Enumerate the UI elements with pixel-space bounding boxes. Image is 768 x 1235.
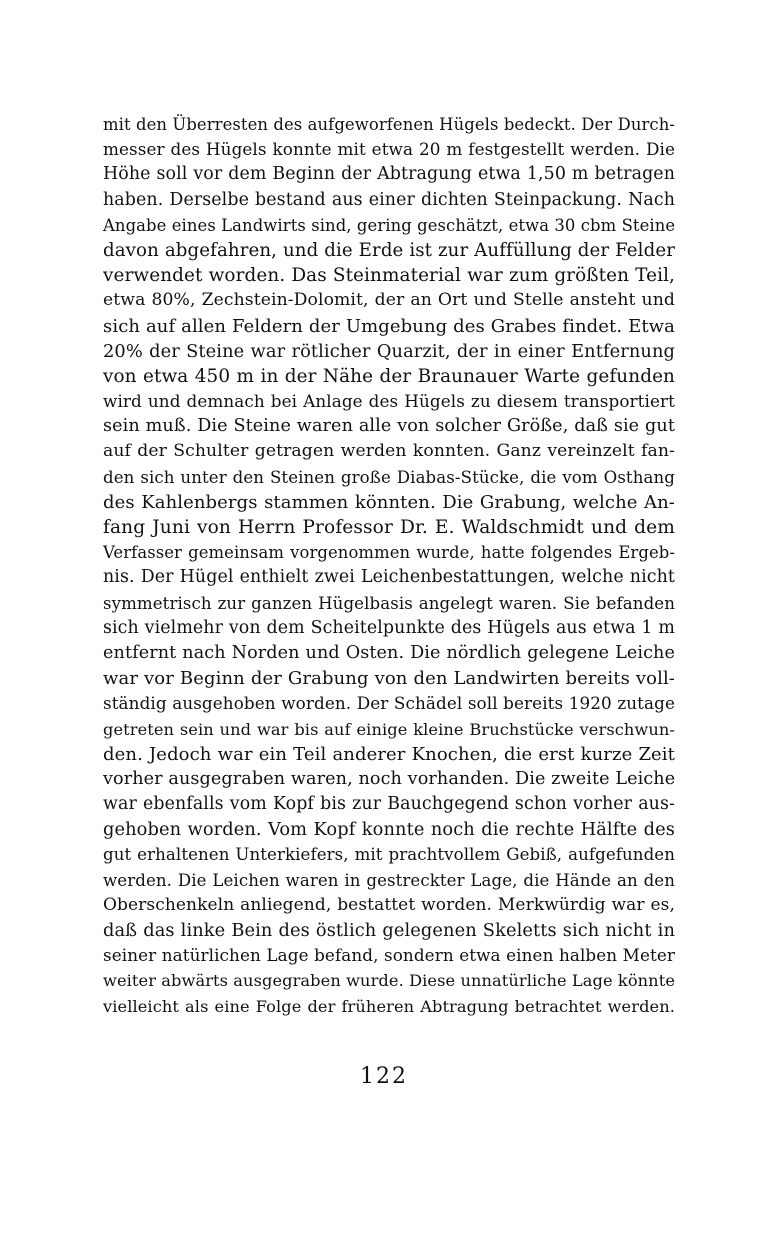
text-line: gehoben worden. Vom Kopf konnte noch die rechte Hälfte des (103, 819, 675, 841)
text-line: messer des Hügels konnte mit etwa 20 m festgestellt werden. Die (103, 139, 675, 160)
text-line: symmetrisch zur ganzen Hügelbasis angelegt waren. Sie befanden (103, 593, 675, 613)
text-line: wird und demnach bei Anlage des Hügels zu diesem transportiert (103, 391, 675, 412)
text-line: 20% der Steine war rötlicher Quarzit, der in einer Entfernung (103, 340, 675, 362)
text-line: davon abgefahren, und die Erde ist zur Auffüllung der Felder (103, 239, 675, 261)
text-line: getreten sein und war bis auf einige kleine Bruchstücke verschwun- (103, 719, 675, 739)
text-line: des Kahlenbergs stammen könnten. Die Grabung, welche An- (103, 491, 675, 513)
text-line: entfernt nach Norden und Osten. Die nördlich gelegene Leiche (103, 642, 675, 663)
text-line: war vor Beginn der Grabung von den Landwirten bereits voll- (103, 668, 675, 690)
text-line: vielleicht als eine Folge der früheren Abtragung betrachtet werden. (103, 996, 675, 1016)
text-line: den. Jedoch war ein Teil anderer Knochen, die erst kurze Zeit (103, 743, 675, 765)
text-line: Verfasser gemeinsam vorgenommen wurde, hatte folgendes Ergeb- (103, 543, 675, 563)
text-line: mit den Überresten des aufgeworfenen Hügels bedeckt. Der Durch- (103, 115, 675, 134)
text-line: daß das linke Bein des östlich gelegenen Skeletts sich nicht in (103, 920, 675, 941)
text-line: verwendet worden. Das Steinmaterial war zum größten Teil, (103, 265, 675, 287)
text-line: nis. Der Hügel enthielt zwei Leichenbestattungen, welche nicht (103, 567, 675, 588)
text-line: auf der Schulter getragen werden konnten. Ganz vereinzelt fan- (103, 441, 675, 462)
text-line: ständig ausgehoben worden. Der Schädel soll bereits 1920 zutage (103, 693, 675, 714)
text-line: weiter abwärts ausgegraben wurde. Diese unnatürliche Lage könnte (103, 971, 675, 991)
body-text (103, 112, 675, 1019)
text-line: seiner natürlichen Lage befand, sondern etwa einen halben Meter (103, 945, 675, 966)
text-line: sich vielmehr von dem Scheitelpunkte des Hügels aus etwa 1 m (103, 617, 675, 638)
page-number: 122 (360, 1064, 408, 1089)
text-line: vorher ausgegraben waren, noch vorhanden. Die zweite Leiche (103, 768, 676, 789)
text-line: werden. Die Leichen waren in gestreckter Lage, die Hände an den (103, 870, 675, 890)
text-line: war ebenfalls vom Kopf bis zur Bauchgegend schon vorher aus- (103, 794, 675, 815)
text-line: den sich unter den Steinen große Diabas-Stücke, die vom Osthang (103, 467, 675, 487)
text-line: Höhe soll vor dem Beginn der Abtragung etwa 1,50 m betragen (103, 164, 675, 185)
text-line: von etwa 450 m in der Nähe der Braunauer Warte gefunden (103, 365, 675, 387)
text-line: Oberschenkeln anliegend, bestattet worden. Merkwürdig war es, (103, 894, 675, 915)
text-line: sein muß. Die Steine waren alle von solcher Größe, daß sie gut (103, 416, 675, 437)
text-line: etwa 80%, Zechstein-Dolomit, der an Ort und Stelle ansteht und (103, 290, 675, 311)
text-line: gut erhaltenen Unterkiefers, mit prachtvollem Gebiß, aufgefunden (103, 845, 675, 865)
text-line: haben. Derselbe bestand aus einer dichten Steinpackung. Nach (103, 189, 675, 210)
text-line: fang Juni von Herrn Professor Dr. E. Waldschmidt und dem (103, 517, 675, 538)
text-line: sich auf allen Feldern der Umgebung des Grabes findet. Etwa (103, 315, 675, 337)
text-line: Angabe eines Landwirts sind, gering geschätzt, etwa 30 cbm Steine (103, 215, 676, 235)
